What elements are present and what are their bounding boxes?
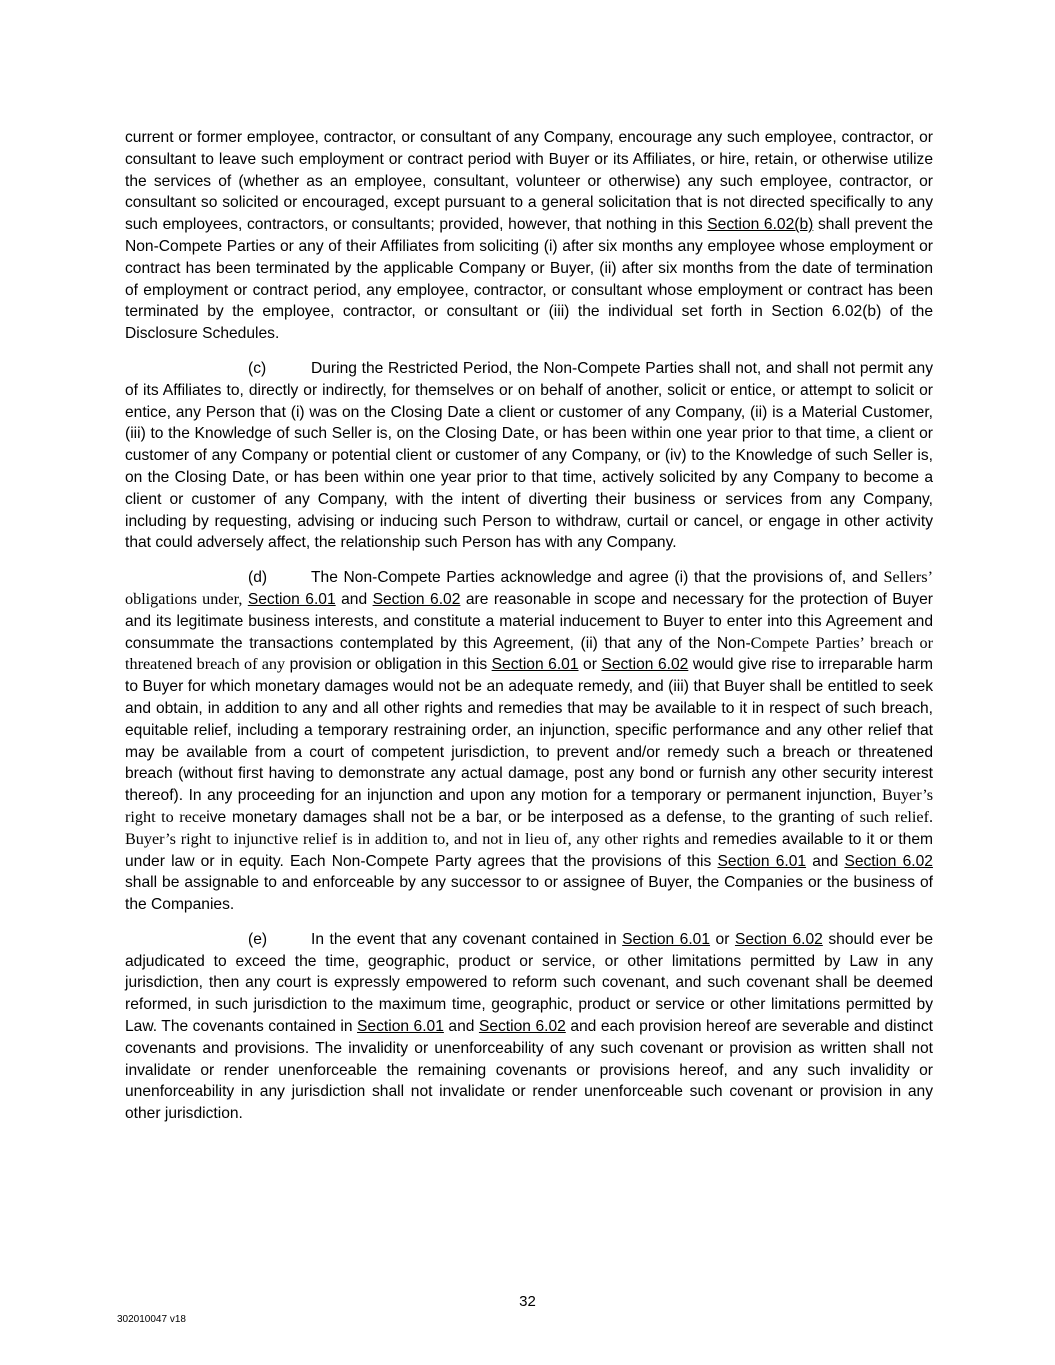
section-reference: Section 6.02 — [372, 590, 461, 608]
section-reference: Section 6.02(b) — [707, 216, 814, 234]
section-reference: Section 6.02 — [478, 1018, 566, 1036]
page-number: 32 — [519, 1293, 536, 1310]
paragraph-label: (e) — [248, 930, 268, 948]
document-body — [125, 127, 933, 1125]
paragraph-label: (d) — [248, 569, 268, 587]
section-reference: Section 6.01 — [357, 1018, 444, 1036]
section-reference: Section 6.01 — [247, 590, 336, 608]
paragraph-e: (e) In the event that any covenant contained in Section 6.01 or Section 6.02 should ever be adjudicated to exceed the time, geographic, product or service, or other limitations permitted by Law in any jurisdiction, then any court is expressly empowered to reform such covenant, and such covenant shall be deemed reformed, in such jurisdiction to the maximum time, geographic, product or service or other limitations permitted by Law. The covenants contained in Section 6.01 and Section 6.02 and each provision hereof are severable and distinct covenants and provisions. The invalidity or unenforceability of any such covenant or provision as written shall not invalidate or render unenforceable the remaining covenants or provisions hereof, and any such invalidity or unenforceability in any jurisdiction shall not invalidate or render unenforceable such covenant or provision in any other jurisdiction. — [125, 930, 934, 1123]
section-reference: Section 6.01 — [717, 852, 807, 870]
section-reference: Section 6.02 — [734, 930, 823, 948]
paragraph-b-continued: current or former employee, contractor, or consultant of any Company, encourage any such employee, contractor, or consultant to leave such employment or contract period with Buyer or its Affiliates, or hire, retain, or otherwise utilize the services of (whether as an employee, consultant, volunteer or otherwise) any such employee, contractor, or consultant so solicited or encouraged, except pursuant to a general solicitation that is not directed specifically to any such employees, contractors, or consultants; provided, however, that nothing in this Section 6.02(b) shall prevent the Non-Compete Parties or any of their Affiliates from soliciting (i) after six months any employee whose employment or contract has been terminated by the applicable Company or Buyer, (ii) after six months from the date of termination of employment or contract period, any employee, contractor, or consultant whose employment or contract has been terminated by the employee, contractor, or consultant or (iii) the individual set forth in Section 6.02(b) of the Disclosure Schedules. — [125, 129, 933, 343]
paragraph-label: (c) — [248, 359, 267, 377]
section-reference: Section 6.02 — [844, 852, 933, 870]
section-reference: Section 6.02 — [601, 656, 689, 674]
document-id: 302010047 v18 — [117, 1314, 186, 1325]
section-reference: Section 6.01 — [491, 656, 579, 674]
paragraph-c: (c) During the Restricted Period, the Non-Compete Parties shall not, and shall not permit any of its Affiliates to, directly or indirectly, for themselves or on behalf of another, solicit or entice, or attempt to solicit or entice, any Person that (i) was on the Closing Date a client or customer of any Company, (ii) is a Material Customer, (iii) to the Knowledge of such Seller is, on the Closing Date, or has been within one year prior to that time, a client or customer of any Company or potential client or customer of any Company, or (iv) to the Knowledge of such Seller is, on the Closing Date, or has been within one year prior to that time, actively solicited by any Company to become a client or customer of any Company, with the intent of diverting their business or services from any Company, including by requesting, advising or inducing such Person to withdraw, curtail or cancel, or engage in other activity that could adversely affect, the relationship such Person has with any Company. — [125, 359, 933, 552]
paragraph-d: (d) The Non-Compete Parties acknowledge and agree (i) that the provisions of, and Sellers’ obligations under, Section 6.01 and Section 6.02 are reasonable in scope and necessary for the protection of Buyer and its legitimate business interests, and constitute a material inducement to Buyer to enter into this Agreement and consummate the transactions contemplated by this Agreement, (ii) that any of the Non-Compete Parties’ breach or threatened breach of any provision or obligation in this Section 6.01 or Section 6.02 would give rise to irreparable harm to Buyer for which monetary damages would not be an adequate remedy, and (iii) that Buyer shall be entitled to seek and obtain, in addition to any and all other rights and remedies that may be available to it in respect of such breach, equitable relief, including a temporary restraining order, an injunction, specific performance and any other relief that may be available from a court of competent jurisdiction, to prevent and/or remedy such a breach or threatened breach (without first having to demonstrate any actual damage, post any bond or furnish any other security interest thereof). In any proceeding for an injunction and upon any motion for a temporary or permanent injunction, Buyer’s right to receive monetary damages shall not be a bar, or be interposed as a defense, to the granting of such relief. Buyer’s right to injunctive relief is in addition to, and not in lieu of, any other rights and remedies available to it or them under law or in equity. Each Non-Compete Party agrees that the provisions of this Section 6.01 and Section 6.02 shall be assignable to and enforceable by any successor to or assignee of Buyer, the Companies or the business of the Companies. — [125, 568, 934, 914]
section-reference: Section 6.01 — [622, 930, 711, 948]
